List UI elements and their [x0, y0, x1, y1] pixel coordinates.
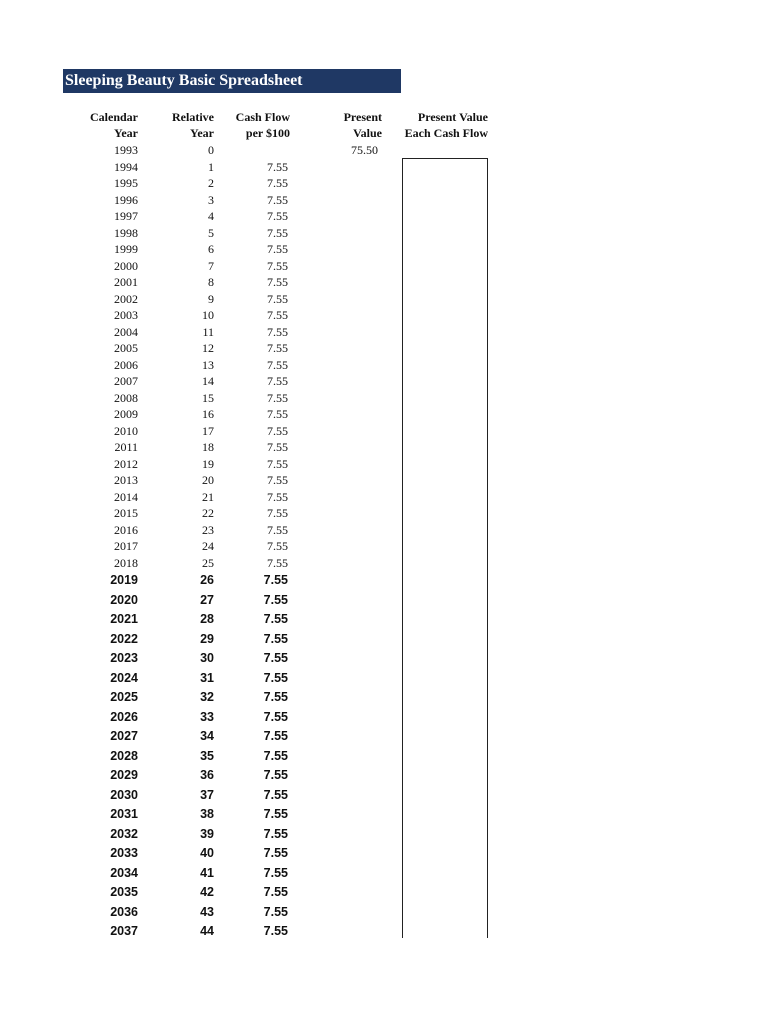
cash-flow-cell[interactable]: 7.55 — [263, 885, 288, 899]
calendar-year-cell[interactable]: 1999 — [114, 242, 138, 256]
header-line: Year — [190, 126, 214, 140]
calendar-year-cell[interactable]: 2022 — [110, 631, 138, 646]
calendar-year-cell[interactable]: 2005 — [114, 341, 138, 355]
table-row — [0, 610, 768, 626]
cash-flow-cell[interactable]: 7.55 — [263, 748, 288, 763]
relative-year-cell[interactable]: 3 — [208, 192, 214, 207]
table-row — [0, 883, 768, 899]
calendar-year-cell[interactable]: 2019 — [110, 573, 138, 587]
relative-year-cell[interactable]: 11 — [202, 324, 214, 339]
cash-flow-cell[interactable]: 7.55 — [263, 924, 288, 938]
calendar-year-cell[interactable]: 1998 — [114, 225, 138, 240]
cash-flow-cell[interactable]: 7.55 — [263, 592, 288, 607]
table-row — [0, 669, 768, 685]
cash-flow-cell[interactable]: 7.55 — [267, 324, 288, 339]
cash-flow-cell[interactable]: 7.55 — [263, 729, 288, 743]
calendar-year-cell[interactable]: 2023 — [110, 651, 138, 665]
relative-year-cell[interactable]: 2 — [208, 176, 214, 190]
cash-flow-cell[interactable]: 7.55 — [263, 787, 288, 802]
calendar-year-cell[interactable]: 1997 — [114, 209, 138, 223]
relative-year-cell[interactable]: 43 — [200, 904, 214, 919]
relative-year-cell[interactable]: 34 — [200, 729, 214, 743]
cash-flow-cell[interactable]: 7.55 — [263, 904, 288, 919]
cash-flow-cell[interactable]: 7.55 — [267, 192, 288, 207]
header-line: Year — [114, 126, 138, 140]
calendar-year-cell[interactable]: 2001 — [114, 275, 138, 289]
calendar-year-cell[interactable]: 2018 — [114, 555, 138, 570]
cash-flow-cell[interactable]: 7.55 — [263, 768, 288, 782]
cash-flow-cell[interactable]: 7.55 — [263, 631, 288, 646]
relative-year-cell[interactable]: 8 — [208, 275, 214, 289]
relative-year-cell[interactable]: 32 — [200, 690, 214, 704]
table-row — [0, 291, 768, 307]
cash-flow-cell[interactable]: 7.55 — [263, 846, 288, 860]
cash-flow-cell[interactable]: 7.55 — [267, 456, 288, 471]
relative-year-cell[interactable]: 31 — [200, 670, 214, 685]
table-row — [0, 522, 768, 538]
table-row — [0, 357, 768, 373]
table-row — [0, 373, 768, 389]
table-row — [0, 630, 768, 646]
cash-flow-cell[interactable]: 7.55 — [267, 555, 288, 570]
relative-year-cell[interactable]: 15 — [202, 390, 214, 405]
cash-flow-cell[interactable]: 7.55 — [267, 291, 288, 306]
table-row — [0, 258, 768, 274]
relative-year-cell[interactable]: 35 — [200, 748, 214, 763]
header-line: Each Cash Flow — [404, 126, 488, 140]
cash-flow-cell[interactable]: 7.55 — [263, 690, 288, 704]
relative-year-cell[interactable]: 30 — [200, 651, 214, 665]
cash-flow-cell[interactable]: 7.55 — [267, 176, 288, 190]
calendar-year-cell[interactable]: 2007 — [114, 374, 138, 388]
relative-year-cell[interactable]: 0 — [208, 143, 214, 157]
relative-year-cell[interactable]: 44 — [200, 924, 214, 938]
cash-flow-cell[interactable]: 7.55 — [267, 357, 288, 372]
table-row — [0, 844, 768, 860]
table-row — [0, 571, 768, 587]
table-row — [0, 472, 768, 488]
calendar-year-cell[interactable]: 2027 — [110, 729, 138, 743]
header-line: Calendar — [90, 110, 138, 124]
cash-flow-cell[interactable]: 7.55 — [267, 539, 288, 553]
cash-flow-cell[interactable]: 7.55 — [263, 709, 288, 724]
calendar-year-cell[interactable]: 1993 — [114, 143, 138, 157]
relative-year-cell[interactable]: 25 — [202, 555, 214, 570]
calendar-year-cell[interactable]: 2012 — [114, 456, 138, 471]
header-line: Relative — [172, 110, 214, 124]
table-row — [0, 456, 768, 472]
table-row — [0, 805, 768, 821]
table-row — [0, 766, 768, 782]
relative-year-cell[interactable]: 14 — [202, 374, 214, 388]
relative-year-cell[interactable]: 1 — [208, 159, 214, 174]
calendar-year-cell[interactable]: 2011 — [114, 440, 138, 454]
calendar-year-cell[interactable]: 2035 — [110, 885, 138, 899]
table-row — [0, 786, 768, 802]
header-line: Present Value — [417, 110, 488, 124]
cash-flow-cell[interactable]: 7.55 — [267, 225, 288, 240]
table-row — [0, 274, 768, 290]
relative-year-cell[interactable]: 5 — [208, 225, 214, 240]
spreadsheet-title: Sleeping Beauty Basic Spreadsheet — [63, 69, 401, 93]
table-row — [0, 489, 768, 505]
calendar-year-cell[interactable]: 2034 — [110, 865, 138, 880]
table-row — [0, 307, 768, 323]
cash-flow-cell[interactable]: 7.55 — [263, 573, 288, 587]
cash-flow-cell[interactable]: 7.55 — [267, 473, 288, 487]
relative-year-cell[interactable]: 7 — [208, 258, 214, 273]
table-row — [0, 922, 768, 938]
header-line: per $100 — [245, 126, 290, 140]
cash-flow-cell[interactable]: 7.55 — [267, 258, 288, 273]
cash-flow-cell[interactable]: 7.55 — [267, 209, 288, 223]
relative-year-cell[interactable]: 23 — [202, 522, 214, 537]
cash-flow-cell[interactable]: 7.55 — [267, 407, 288, 421]
calendar-year-cell[interactable]: 2031 — [110, 807, 138, 821]
cash-flow-cell[interactable]: 7.55 — [267, 390, 288, 405]
table-row — [0, 591, 768, 607]
relative-year-cell[interactable]: 33 — [200, 709, 214, 724]
calendar-year-cell[interactable]: 1996 — [114, 192, 138, 207]
relative-year-cell[interactable]: 9 — [208, 291, 214, 306]
table-row — [0, 649, 768, 665]
relative-year-cell[interactable]: 21 — [202, 489, 214, 504]
cash-flow-cell[interactable]: 7.55 — [267, 159, 288, 174]
relative-year-cell[interactable]: 41 — [200, 865, 214, 880]
calendar-year-cell[interactable]: 2013 — [114, 473, 138, 487]
calendar-year-cell[interactable]: 2028 — [110, 748, 138, 763]
cash-flow-cell[interactable]: 7.55 — [267, 275, 288, 289]
relative-year-cell[interactable]: 18 — [202, 440, 214, 454]
calendar-year-cell[interactable]: 2000 — [114, 258, 138, 273]
table-row — [0, 142, 768, 158]
relative-year-cell[interactable]: 12 — [202, 341, 214, 355]
calendar-year-cell[interactable]: 2033 — [110, 846, 138, 860]
table-row — [0, 192, 768, 208]
calendar-year-cell[interactable]: 2002 — [114, 291, 138, 306]
calendar-year-cell[interactable]: 2036 — [110, 904, 138, 919]
cash-flow-cell[interactable]: 7.55 — [263, 651, 288, 665]
calendar-year-cell[interactable]: 2025 — [110, 690, 138, 704]
table-row — [0, 390, 768, 406]
table-row — [0, 439, 768, 455]
table-row — [0, 324, 768, 340]
table-row — [0, 825, 768, 841]
calendar-year-cell[interactable]: 2014 — [114, 489, 138, 504]
relative-year-cell[interactable]: 20 — [202, 473, 214, 487]
table-row — [0, 423, 768, 439]
cash-flow-cell[interactable]: 7.55 — [267, 242, 288, 256]
present-value-cell[interactable]: 75.50 — [351, 143, 378, 157]
cash-flow-cell[interactable]: 7.55 — [267, 374, 288, 388]
relative-year-cell[interactable]: 42 — [200, 885, 214, 899]
table-row — [0, 406, 768, 422]
cash-flow-cell[interactable]: 7.55 — [267, 308, 288, 322]
table-row — [0, 241, 768, 257]
calendar-year-cell[interactable]: 2037 — [110, 924, 138, 938]
calendar-year-cell[interactable]: 1995 — [114, 176, 138, 190]
calendar-year-cell[interactable]: 2021 — [110, 612, 138, 626]
table-row — [0, 159, 768, 175]
relative-year-cell[interactable]: 4 — [208, 209, 214, 223]
calendar-year-cell[interactable]: 2030 — [110, 787, 138, 802]
calendar-year-cell[interactable]: 2024 — [110, 670, 138, 685]
relative-year-cell[interactable]: 38 — [200, 807, 214, 821]
table-row — [0, 864, 768, 880]
cash-flow-cell[interactable]: 7.55 — [263, 865, 288, 880]
calendar-year-cell[interactable]: 2020 — [110, 592, 138, 607]
calendar-year-cell[interactable]: 2017 — [114, 539, 138, 553]
cash-flow-cell[interactable]: 7.55 — [263, 612, 288, 626]
cash-flow-cell[interactable]: 7.55 — [267, 506, 288, 520]
relative-year-cell[interactable]: 16 — [202, 407, 214, 421]
table-row — [0, 538, 768, 554]
table-row — [0, 505, 768, 521]
relative-year-cell[interactable]: 28 — [200, 612, 214, 626]
calendar-year-cell[interactable]: 2010 — [114, 423, 138, 438]
table-row — [0, 555, 768, 571]
relative-year-cell[interactable]: 6 — [208, 242, 214, 256]
cash-flow-cell[interactable]: 7.55 — [263, 826, 288, 841]
relative-year-cell[interactable]: 39 — [200, 826, 214, 841]
table-row — [0, 708, 768, 724]
relative-year-cell[interactable]: 10 — [202, 308, 214, 322]
calendar-year-cell[interactable]: 2004 — [114, 324, 138, 339]
relative-year-cell[interactable]: 36 — [200, 768, 214, 782]
table-row — [0, 208, 768, 224]
table-row — [0, 747, 768, 763]
calendar-year-cell[interactable]: 1994 — [114, 159, 138, 174]
relative-year-cell[interactable]: 24 — [202, 539, 214, 553]
cash-flow-cell[interactable]: 7.55 — [267, 522, 288, 537]
table-row — [0, 225, 768, 241]
cash-flow-cell[interactable]: 7.55 — [263, 807, 288, 821]
relative-year-cell[interactable]: 22 — [202, 506, 214, 520]
header-line: Cash Flow — [235, 110, 290, 124]
calendar-year-cell[interactable]: 2029 — [110, 768, 138, 782]
calendar-year-cell[interactable]: 2016 — [114, 522, 138, 537]
calendar-year-cell[interactable]: 2026 — [110, 709, 138, 724]
calendar-year-cell[interactable]: 2015 — [114, 506, 138, 520]
relative-year-cell[interactable]: 19 — [202, 456, 214, 471]
calendar-year-cell[interactable]: 2008 — [114, 390, 138, 405]
calendar-year-cell[interactable]: 2032 — [110, 826, 138, 841]
header-line: Present — [343, 110, 382, 124]
cash-flow-cell[interactable]: 7.55 — [267, 341, 288, 355]
calendar-year-cell[interactable]: 2009 — [114, 407, 138, 421]
header-line: Value — [353, 126, 382, 140]
cash-flow-cell[interactable]: 7.55 — [267, 423, 288, 438]
relative-year-cell[interactable]: 40 — [200, 846, 214, 860]
table-row — [0, 340, 768, 356]
relative-year-cell[interactable]: 17 — [202, 423, 214, 438]
cash-flow-cell[interactable]: 7.55 — [267, 489, 288, 504]
table-row — [0, 727, 768, 743]
table-row — [0, 903, 768, 919]
table-row — [0, 175, 768, 191]
table-row — [0, 688, 768, 704]
relative-year-cell[interactable]: 27 — [200, 592, 214, 607]
relative-year-cell[interactable]: 13 — [202, 357, 214, 372]
calendar-year-cell[interactable]: 2003 — [114, 308, 138, 322]
relative-year-cell[interactable]: 29 — [200, 631, 214, 646]
relative-year-cell[interactable]: 26 — [200, 573, 214, 587]
cash-flow-cell[interactable]: 7.55 — [263, 670, 288, 685]
cash-flow-cell[interactable]: 7.55 — [267, 440, 288, 454]
relative-year-cell[interactable]: 37 — [200, 787, 214, 802]
calendar-year-cell[interactable]: 2006 — [114, 357, 138, 372]
